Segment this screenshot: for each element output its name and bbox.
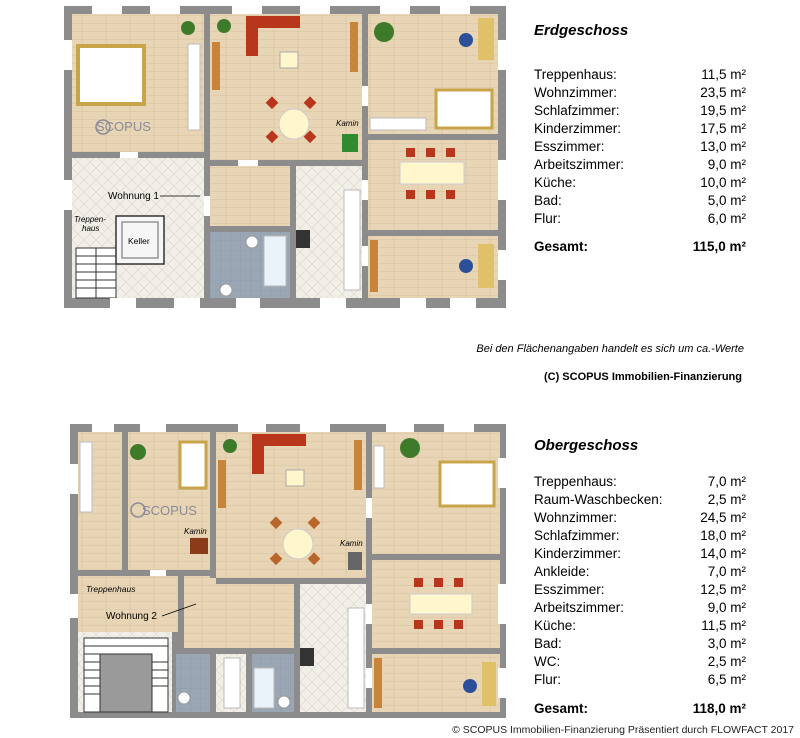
room-row: Arbeitszimmer: 9,0 m² — [534, 600, 746, 615]
room-row: Arbeitszimmer: 9,0 m² — [534, 157, 746, 172]
logo-2: SCOPUS — [142, 503, 197, 518]
room-row: Schlafzimmer: 19,5 m² — [534, 103, 746, 118]
room-row: Ankleide: 7,0 m² — [534, 564, 746, 579]
area-note: Bei den Flächenangaben handelt es sich um ca.-Werte — [476, 343, 744, 355]
room-row: Kinderzimmer: 17,5 m² — [534, 121, 746, 136]
room-row: Treppenhaus: 7,0 m² — [534, 474, 746, 489]
room-abstell-1 — [210, 166, 290, 226]
floorplan-obergeschoss — [0, 418, 510, 720]
label-kamin-2b: Kamin — [340, 539, 363, 548]
label-keller-1: Keller — [128, 236, 150, 246]
room-row: Schlafzimmer: 18,0 m² — [534, 528, 746, 543]
label-treppenhaus-1: Treppen-haus — [74, 215, 106, 233]
floor-title: Erdgeschoss — [534, 22, 629, 39]
room-row: Flur: 6,5 m² — [534, 672, 746, 687]
room-row: WC: 2,5 m² — [534, 654, 746, 669]
room-row: Wohnzimmer: 23,5 m² — [534, 85, 746, 100]
label-wohnung-1: Wohnung 1 — [108, 191, 159, 202]
room-row: Wohnzimmer: 24,5 m² — [534, 510, 746, 525]
room-row: Küche: 10,0 m² — [534, 175, 746, 190]
footer-credit: © SCOPUS Immobilien-Finanzierung Präsentiert durch FLOWFACT 2017 — [452, 724, 794, 736]
label-wohnung-2: Wohnung 2 — [106, 611, 157, 622]
floorplan-erdgeschoss — [0, 0, 510, 315]
room-flur-1 — [72, 158, 204, 210]
room-row: Flur: 6,0 m² — [534, 211, 746, 226]
room-row: Treppenhaus: 11,5 m² — [534, 67, 746, 82]
plant-1 — [181, 21, 195, 35]
stairs-1 — [76, 248, 116, 298]
label-treppenhaus-2: Treppenhaus — [86, 584, 136, 594]
logo-1: SCOPUS — [96, 119, 151, 134]
room-row: Bad: 5,0 m² — [534, 193, 746, 208]
floor-title: Obergeschoss — [534, 437, 639, 454]
room-row: Esszimmer: 13,0 m² — [534, 139, 746, 154]
room-row: Kinderzimmer: 14,0 m² — [534, 546, 746, 561]
room-row: Bad: 3,0 m² — [534, 636, 746, 651]
room-row: Raum-Waschbecken: 2,5 m² — [534, 492, 746, 507]
room-wohnzimmer-1 — [210, 14, 362, 160]
copyright-line: (C) SCOPUS Immobilien-Finanzierung — [543, 371, 742, 383]
label-kamin-1: Kamin — [336, 119, 359, 128]
label-kamin-2a: Kamin — [184, 527, 207, 536]
room-row: Küche: 11,5 m² — [534, 618, 746, 633]
room-row: Esszimmer: 12,5 m² — [534, 582, 746, 597]
